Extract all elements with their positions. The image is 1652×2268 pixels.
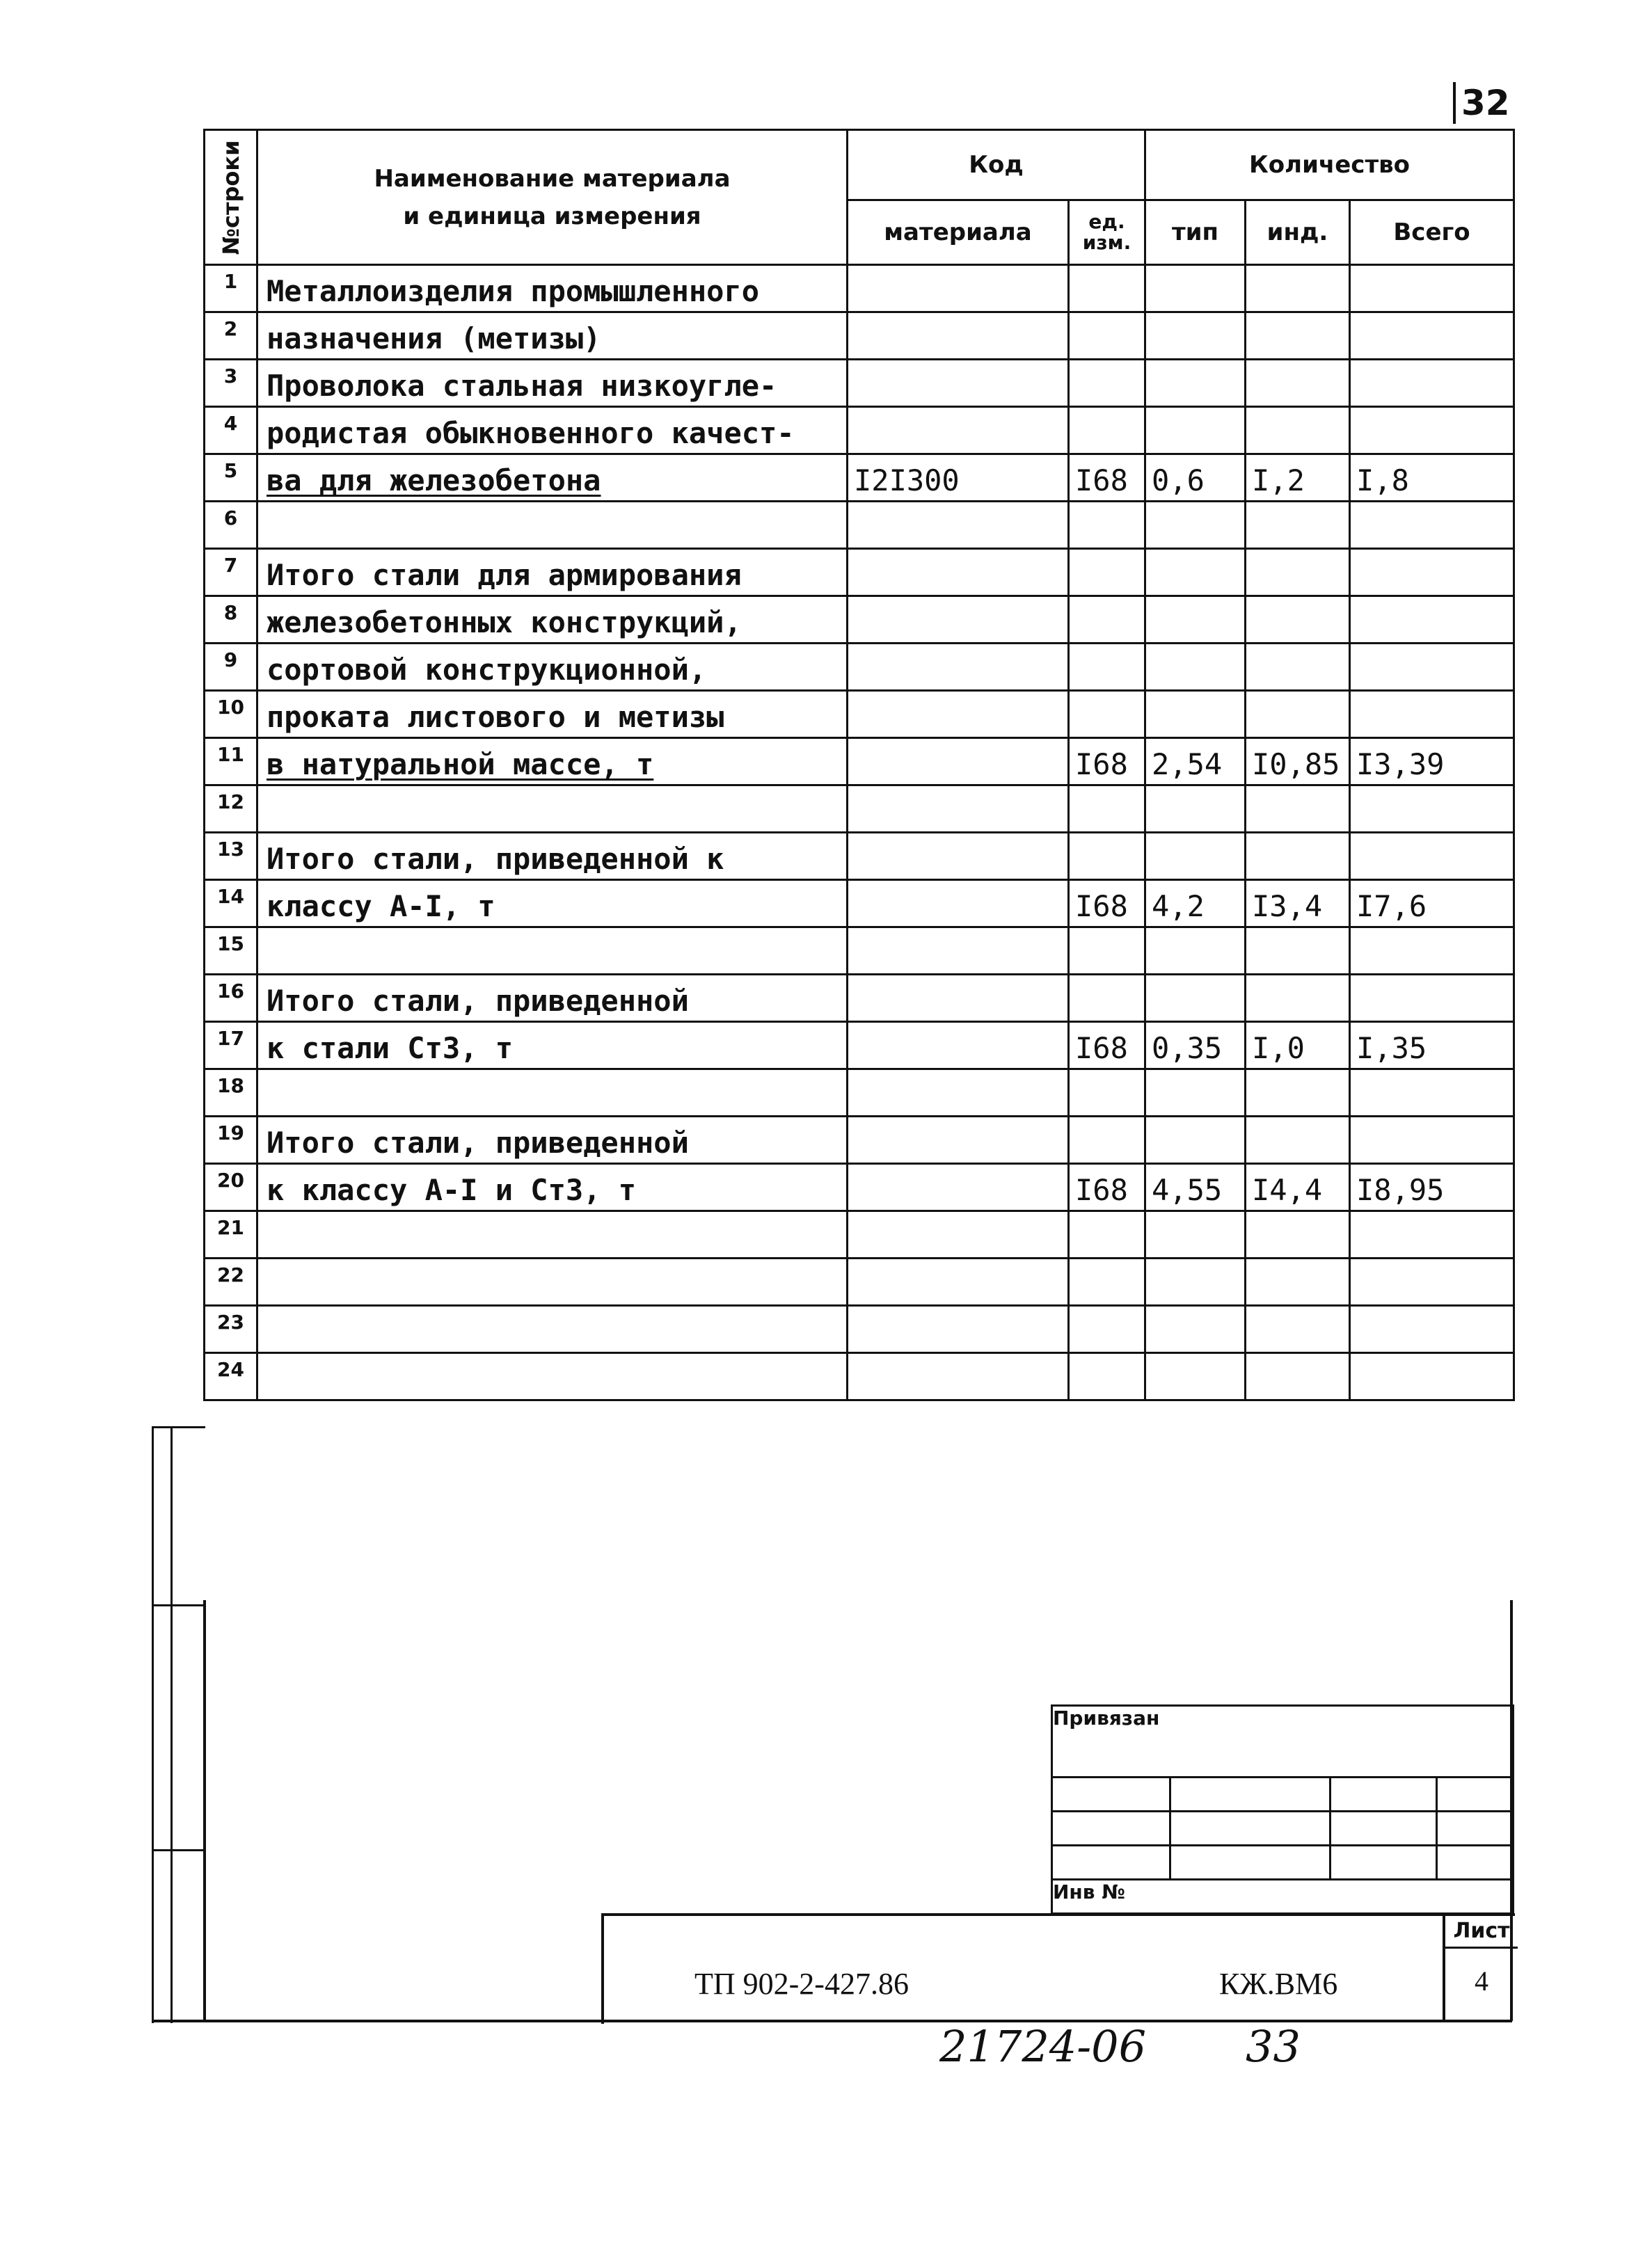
table-row	[205, 738, 1514, 785]
quantity-type	[1145, 1306, 1246, 1353]
material-code	[848, 1022, 1069, 1069]
material-name	[257, 927, 848, 975]
row-number: 17	[205, 1022, 257, 1069]
quantity-type	[1145, 1069, 1246, 1117]
quantity-type	[1145, 360, 1246, 407]
row-number-header: №строки	[205, 130, 257, 265]
row-number: 11	[205, 738, 257, 785]
quantity-type	[1145, 1211, 1246, 1259]
quantity-total: I7,6	[1350, 880, 1514, 927]
row-number: 12	[205, 785, 257, 833]
row-number: 22	[205, 1259, 257, 1306]
quantity-total	[1350, 644, 1514, 691]
frame-left-border	[203, 1600, 206, 2021]
row-number: 21	[205, 1211, 257, 1259]
linked-label: Привязан	[1052, 1706, 1514, 1778]
unit-code	[1069, 927, 1145, 975]
table-row	[205, 1306, 1514, 1353]
table-row	[205, 454, 1514, 502]
material-code	[848, 927, 1069, 975]
unit-code	[1069, 1211, 1145, 1259]
unit-code	[1069, 1306, 1145, 1353]
unit-code	[1069, 407, 1145, 454]
sheet-label: Лист	[1445, 1916, 1518, 1949]
quantity-type	[1145, 596, 1246, 644]
material-name	[257, 1353, 848, 1400]
quantity-total	[1350, 360, 1514, 407]
material-code	[848, 596, 1069, 644]
quantity-type	[1145, 1259, 1246, 1306]
quantity-ind: I,2	[1246, 454, 1350, 502]
unit-code: I68	[1069, 880, 1145, 927]
quantity-ind	[1246, 1211, 1350, 1259]
material-code	[848, 1353, 1069, 1400]
unit-code	[1069, 549, 1145, 596]
row-number: 15	[205, 927, 257, 975]
quantity-ind	[1246, 833, 1350, 880]
table-row	[205, 1022, 1514, 1069]
row-number: 19	[205, 1117, 257, 1164]
quantity-ind: I4,4	[1246, 1164, 1350, 1211]
table-row	[205, 644, 1514, 691]
material-code	[848, 549, 1069, 596]
sheet-number: 4	[1475, 1965, 1488, 1997]
material-name: Итого стали для армирования	[257, 549, 848, 596]
quantity-total: I,35	[1350, 1022, 1514, 1069]
unit-code	[1069, 785, 1145, 833]
quantity-total	[1350, 596, 1514, 644]
unit-code	[1069, 502, 1145, 549]
row-number: 1	[205, 265, 257, 312]
table-row	[205, 502, 1514, 549]
material-code	[848, 975, 1069, 1022]
unit-code: I68	[1069, 1164, 1145, 1211]
quantity-total	[1350, 691, 1514, 738]
material-name: к стали Ст3, т	[257, 1022, 848, 1069]
table-row	[205, 880, 1514, 927]
material-name: назначения (метизы)	[257, 312, 848, 360]
table-row	[205, 549, 1514, 596]
unit-code	[1069, 596, 1145, 644]
table-row	[205, 975, 1514, 1022]
material-code	[848, 502, 1069, 549]
quantity-total: I,8	[1350, 454, 1514, 502]
materials-table	[203, 129, 1515, 1401]
unit-header: ед. изм.	[1069, 200, 1145, 265]
table-body	[205, 265, 1514, 1400]
table-row	[205, 1164, 1514, 1211]
quantity-ind	[1246, 691, 1350, 738]
quantity-ind	[1246, 407, 1350, 454]
row-number: 6	[205, 502, 257, 549]
table-row	[205, 833, 1514, 880]
material-code	[848, 407, 1069, 454]
margin-strip	[152, 1426, 205, 2023]
table-row	[205, 1259, 1514, 1306]
material-name: ва для железобетона	[257, 454, 848, 502]
material-code	[848, 1211, 1069, 1259]
quantity-total	[1350, 549, 1514, 596]
ind-header: инд.	[1246, 200, 1350, 265]
row-number: 13	[205, 833, 257, 880]
material-code	[848, 1259, 1069, 1306]
quantity-total	[1350, 1117, 1514, 1164]
unit-code	[1069, 833, 1145, 880]
unit-code: I68	[1069, 454, 1145, 502]
quantity-type: 0,35	[1145, 1022, 1246, 1069]
quantity-type	[1145, 549, 1246, 596]
material-code	[848, 880, 1069, 927]
quantity-type: 0,6	[1145, 454, 1246, 502]
material-name	[257, 1259, 848, 1306]
quantity-total	[1350, 975, 1514, 1022]
row-number: 4	[205, 407, 257, 454]
unit-code	[1069, 1117, 1145, 1164]
quantity-ind	[1246, 360, 1350, 407]
quantity-type: 4,55	[1145, 1164, 1246, 1211]
material-code	[848, 1117, 1069, 1164]
quantity-total	[1350, 1353, 1514, 1400]
quantity-total	[1350, 1306, 1514, 1353]
quantity-ind	[1246, 596, 1350, 644]
quantity-ind	[1246, 785, 1350, 833]
material-name: сортовой конструкционной,	[257, 644, 848, 691]
material-code	[848, 312, 1069, 360]
quantity-ind	[1246, 502, 1350, 549]
quantity-total	[1350, 833, 1514, 880]
material-code	[848, 833, 1069, 880]
quantity-ind	[1246, 1259, 1350, 1306]
row-number: 14	[205, 880, 257, 927]
unit-code	[1069, 691, 1145, 738]
type-header: тип	[1145, 200, 1246, 265]
row-number: 16	[205, 975, 257, 1022]
quantity-type	[1145, 833, 1246, 880]
quantity-ind	[1246, 644, 1350, 691]
unit-code	[1069, 312, 1145, 360]
quantity-ind	[1246, 1117, 1350, 1164]
quantity-total: I8,95	[1350, 1164, 1514, 1211]
table-row	[205, 1069, 1514, 1117]
document-mark: КЖ.ВМ6	[1219, 1967, 1338, 2001]
quantity-total	[1350, 1211, 1514, 1259]
unit-code: I68	[1069, 738, 1145, 785]
material-name: родистая обыкновенного качест-	[257, 407, 848, 454]
row-number: 8	[205, 596, 257, 644]
handwritten-page-number: 33	[1246, 2021, 1301, 2072]
quantity-ind	[1246, 1306, 1350, 1353]
inventory-number-label: Инв №	[1052, 1880, 1514, 1914]
unit-code	[1069, 1353, 1145, 1400]
material-name	[257, 1211, 848, 1259]
table-row	[205, 360, 1514, 407]
row-number: 5	[205, 454, 257, 502]
quantity-ind	[1246, 312, 1350, 360]
quantity-type	[1145, 1117, 1246, 1164]
sheet-box	[1443, 1916, 1518, 2021]
material-name: к классу А-I и Ст3, т	[257, 1164, 848, 1211]
material-name	[257, 785, 848, 833]
table-row	[205, 312, 1514, 360]
quantity-type	[1145, 265, 1246, 312]
material-code	[848, 644, 1069, 691]
material-name: железобетонных конструкций,	[257, 596, 848, 644]
unit-code	[1069, 1259, 1145, 1306]
material-code	[848, 1069, 1069, 1117]
unit-code	[1069, 265, 1145, 312]
total-header: Всего	[1350, 200, 1514, 265]
quantity-total	[1350, 1069, 1514, 1117]
material-name	[257, 1306, 848, 1353]
quantity-ind	[1246, 927, 1350, 975]
material-code	[848, 1306, 1069, 1353]
unit-code	[1069, 644, 1145, 691]
quantity-ind	[1246, 1353, 1350, 1400]
quantity-total	[1350, 312, 1514, 360]
page-number: 32	[1453, 82, 1510, 124]
unit-code	[1069, 975, 1145, 1022]
quantity-type	[1145, 975, 1246, 1022]
quantity-total	[1350, 785, 1514, 833]
quantity-ind	[1246, 1069, 1350, 1117]
table-row	[205, 1211, 1514, 1259]
material-name	[257, 1069, 848, 1117]
quantity-ind: I,0	[1246, 1022, 1350, 1069]
table-row	[205, 1117, 1514, 1164]
row-number: 9	[205, 644, 257, 691]
quantity-type	[1145, 691, 1246, 738]
material-name: классу А-I, т	[257, 880, 848, 927]
quantity-type	[1145, 407, 1246, 454]
quantity-type	[1145, 502, 1246, 549]
title-block	[601, 1913, 1515, 2024]
quantity-type	[1145, 927, 1246, 975]
quantity-total	[1350, 502, 1514, 549]
code-header: Код	[848, 130, 1145, 200]
quantity-type	[1145, 785, 1246, 833]
unit-code	[1069, 360, 1145, 407]
table-row	[205, 1353, 1514, 1400]
row-number: 23	[205, 1306, 257, 1353]
unit-code	[1069, 1069, 1145, 1117]
row-number: 24	[205, 1353, 257, 1400]
quantity-total	[1350, 1259, 1514, 1306]
material-code: I2I300	[848, 454, 1069, 502]
binding-stamp	[1051, 1704, 1512, 1915]
material-code	[848, 785, 1069, 833]
row-number: 2	[205, 312, 257, 360]
quantity-total	[1350, 407, 1514, 454]
row-number: 3	[205, 360, 257, 407]
material-code	[848, 738, 1069, 785]
material-name: Металлоизделия промышленного	[257, 265, 848, 312]
table-row	[205, 407, 1514, 454]
table-row	[205, 927, 1514, 975]
material-name-header: Наименование материала и единица измерения	[257, 130, 848, 265]
quantity-type	[1145, 1353, 1246, 1400]
table-row	[205, 691, 1514, 738]
material-code	[848, 1164, 1069, 1211]
quantity-header: Количество	[1145, 130, 1514, 200]
quantity-ind	[1246, 549, 1350, 596]
quantity-total: I3,39	[1350, 738, 1514, 785]
row-number: 20	[205, 1164, 257, 1211]
handwritten-archive-number: 21724-06	[939, 2021, 1147, 2072]
material-code-header: материала	[848, 200, 1069, 265]
material-code	[848, 360, 1069, 407]
quantity-type: 4,2	[1145, 880, 1246, 927]
quantity-type	[1145, 312, 1246, 360]
table-row	[205, 785, 1514, 833]
unit-code: I68	[1069, 1022, 1145, 1069]
quantity-total	[1350, 927, 1514, 975]
row-number: 7	[205, 549, 257, 596]
row-number: 10	[205, 691, 257, 738]
quantity-ind: I3,4	[1246, 880, 1350, 927]
material-name	[257, 502, 848, 549]
quantity-type: 2,54	[1145, 738, 1246, 785]
table-row	[205, 596, 1514, 644]
quantity-ind: I0,85	[1246, 738, 1350, 785]
material-name: проката листового и метизы	[257, 691, 848, 738]
material-name: Итого стали, приведенной	[257, 1117, 848, 1164]
material-name: Итого стали, приведенной к	[257, 833, 848, 880]
table-row	[205, 265, 1514, 312]
quantity-total	[1350, 265, 1514, 312]
document-code: ТП 902-2-427.86	[694, 1967, 909, 2001]
row-number: 18	[205, 1069, 257, 1117]
material-code	[848, 265, 1069, 312]
material-name: в натуральной массе, т	[257, 738, 848, 785]
material-name: Проволока стальная низкоугле-	[257, 360, 848, 407]
material-code	[848, 691, 1069, 738]
quantity-type	[1145, 644, 1246, 691]
quantity-ind	[1246, 265, 1350, 312]
quantity-ind	[1246, 975, 1350, 1022]
material-name: Итого стали, приведенной	[257, 975, 848, 1022]
